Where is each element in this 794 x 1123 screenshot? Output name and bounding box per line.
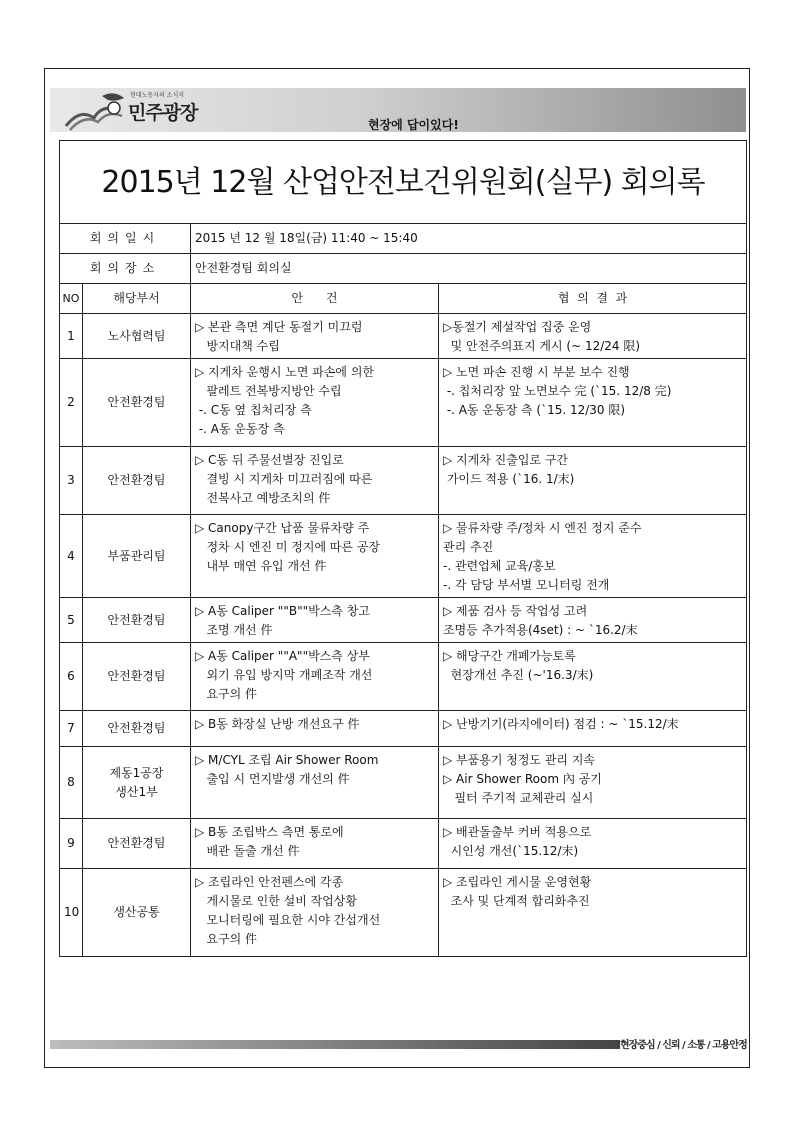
row-agenda-line: ▷ 조립라인 안전펜스에 각종 [195,875,344,889]
row-result-line: ▷동절기 제설작업 집중 운영 [443,320,592,334]
row-agenda [191,515,439,598]
row-department-line: 노사협력팀 [107,328,166,343]
row-department-line: 생산공통 [113,905,160,919]
table-row [60,819,747,869]
row-number: 2 [60,359,83,447]
column-header-result: 협 의 결 과 [439,284,747,314]
table-row [60,747,747,819]
row-result-line: ▷ 부품용기 청정도 관리 지속 [443,753,595,767]
row-result [439,314,747,359]
row-result-line: -. 칩처리장 앞 노면보수 完 (`15. 12/8 完) [443,384,672,398]
row-department [83,747,191,819]
row-agenda-line: 내부 매연 유입 개선 件 [195,559,327,573]
row-department-line: 안전환경팀 [107,669,166,683]
row-result-line: 관리 추진 [443,540,494,554]
table-row [60,515,747,598]
table-row [60,869,747,957]
row-result [439,819,747,869]
row-result-line: -. 관련업체 교육/홍보 [443,559,556,573]
row-result-line: ▷ 제품 검사 등 작업성 고려 [443,604,588,618]
row-agenda-line: 요구의 件 [195,932,258,946]
row-agenda-line: 게시물로 인한 설비 작업상황 [195,894,357,908]
row-department-line: 안전환경팀 [107,395,166,409]
row-agenda-line: 결빙 시 지게차 미끄러짐에 따른 [195,472,373,486]
row-agenda-line: 정차 시 엔진 미 정지에 따른 공장 [195,540,381,554]
logo-name: 민주광장 [128,102,198,124]
row-number: 3 [60,447,83,515]
row-department [83,643,191,711]
row-agenda-line: ▷ 지게차 운행시 노면 파손에 의한 [195,365,374,379]
row-result-line: -. 각 담당 부서별 모니터링 전개 [443,578,610,592]
row-result [439,359,747,447]
table-row [60,598,747,643]
row-department [83,869,191,957]
document-title: 2015년 12월 산업안전보건위원회(실무) 회의록 [60,141,747,224]
row-result-line: ▷ Air Shower Room 內 공기 [443,772,602,786]
row-department-line: 안전환경팀 [107,612,166,627]
row-result-line: ▷ 물류차량 주/정차 시 엔진 정지 준수 [443,521,642,535]
row-department [83,314,191,359]
footer-bar [50,1040,620,1049]
row-result-line: ▷ 조립라인 게시물 운영현황 [443,875,592,889]
row-department-line: 안전환경팀 [107,473,166,487]
row-result-line: -. A동 운동장 측 (`15. 12/30 限) [443,403,626,417]
row-agenda [191,598,439,643]
row-agenda-line: 방지대책 수립 [195,339,280,353]
row-agenda-line: 요구의 件 [195,687,258,701]
row-agenda-line: ▷ B동 조립박스 측면 통로에 [195,825,344,839]
row-department-line: 안전환경팀 [107,836,166,850]
row-result-line: 조명등 추가적용(4set) : ~ `16.2/末 [443,623,638,637]
row-result [439,515,747,598]
row-agenda-line: -. C동 옆 칩처리장 측 [195,403,312,417]
column-header-dept: 해당부서 [83,284,191,314]
meeting-place-label: 회의장소 [60,254,191,284]
row-agenda-line: 외기 유입 방지막 개폐조작 개선 [195,668,373,682]
row-result [439,747,747,819]
row-result [439,711,747,747]
minutes-table [59,140,747,957]
table-row [60,447,747,515]
row-result-line: 조사 및 단계적 합리화추진 [443,894,590,908]
column-header-row [60,284,747,314]
row-agenda [191,643,439,711]
row-result-line: 및 안전주의표지 게시 (~ 12/24 限) [443,339,641,353]
row-agenda [191,447,439,515]
row-department-line: 안전환경팀 [107,721,166,735]
row-department [83,359,191,447]
row-result [439,869,747,957]
row-agenda-line: -. A동 운동장 측 [195,422,285,436]
row-agenda-line: ▷ M/CYL 조립 Air Shower Room [195,753,379,767]
row-agenda-line: 출입 시 먼지발생 개선의 件 [195,772,350,786]
row-agenda-line: 전복사고 예방조치의 件 [195,491,331,505]
row-agenda [191,711,439,747]
row-result-line: 가이드 적용 (`16. 1/末) [443,472,575,486]
table-row [60,314,747,359]
row-result-line: 현장개선 추진 (~'16.3/末) [443,668,594,682]
table-row [60,643,747,711]
row-number: 4 [60,515,83,598]
logo-small-text: 현대노동자의 소식지 [130,92,185,99]
row-department-line: 생산1부 [115,784,158,799]
footer-motto: 현장중심 / 신뢰 / 소통 / 고용안정 [620,1040,747,1051]
row-agenda-line: 배관 돌출 개선 件 [195,844,300,858]
row-department-line: 부품관리팀 [107,548,166,563]
row-number: 10 [60,869,83,957]
row-result-line: ▷ 해당구간 개폐가능토록 [443,649,576,663]
row-agenda [191,819,439,869]
column-header-no: NO [60,284,83,314]
row-result-line: ▷ 배관돌출부 커버 적용으로 [443,825,592,839]
meeting-date-label: 회의일시 [60,224,191,254]
row-result [439,447,747,515]
row-agenda [191,869,439,957]
row-result [439,598,747,643]
table-row [60,359,747,447]
row-department [83,598,191,643]
row-department [83,515,191,598]
row-department [83,819,191,869]
column-header-agenda: 안 건 [191,284,439,314]
row-result-line: ▷ 지게차 진출입로 구간 [443,453,569,467]
row-result-line: 시인성 개선(`15.12/末) [443,844,579,858]
row-result-line: ▷ 난방기기(라지에이터) 점검 : ~ `15.12/末 [443,717,679,731]
meeting-place-value: 안전환경팀 회의실 [191,254,747,284]
slogan: 현장에 답이있다! [368,118,459,132]
row-result-line: 필터 주기적 교체관리 실시 [443,791,594,805]
row-department [83,447,191,515]
row-number: 6 [60,643,83,711]
row-agenda-line: ▷ 본관 측면 계단 동절기 미끄럼 [195,320,363,334]
row-agenda-line: ▷ Canopy구간 납품 물류차량 주 [195,521,370,535]
row-agenda-line: ▷ B동 화장실 난방 개선요구 件 [195,717,360,731]
row-number: 7 [60,711,83,747]
row-number: 8 [60,747,83,819]
row-agenda-line: 모니터링에 필요한 시야 간섭개선 [195,913,381,927]
row-agenda-line: ▷ A동 Caliper ""A""박스측 상부 [195,649,370,663]
row-agenda-line: ▷ C동 뒤 주물선별장 진입로 [195,453,344,467]
row-agenda-line: 조명 개선 件 [195,623,273,637]
row-agenda-line: ▷ A동 Caliper ""B""박스측 창고 [195,604,370,618]
row-result-line: ▷ 노면 파손 진행 시 부분 보수 진행 [443,365,630,379]
meeting-date-value: 2015 년 12 월 18일(금) 11:40 ~ 15:40 [191,224,747,254]
row-department-line: 제동1공장 [109,765,164,780]
row-agenda [191,747,439,819]
row-result [439,643,747,711]
row-agenda [191,359,439,447]
table-row [60,711,747,747]
row-department [83,711,191,747]
row-agenda [191,314,439,359]
row-number: 1 [60,314,83,359]
row-number: 9 [60,819,83,869]
row-agenda-line: 팔레트 전복방지방안 수립 [195,384,342,398]
row-number: 5 [60,598,83,643]
